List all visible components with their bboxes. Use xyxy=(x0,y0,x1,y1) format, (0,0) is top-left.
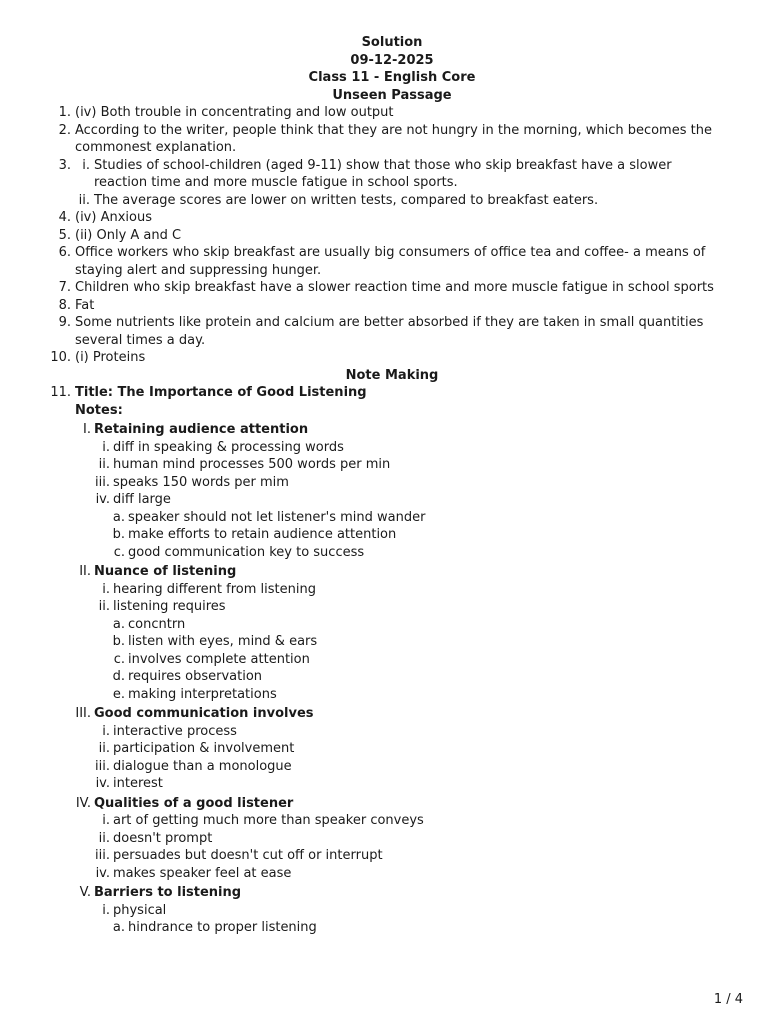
notes-section-heading xyxy=(0,563,768,581)
section-heading-text: Qualities of a good listener xyxy=(94,795,294,811)
point-text: participation & involvement xyxy=(113,741,295,756)
answer-item xyxy=(0,314,768,349)
point-numeral: i. xyxy=(102,902,110,918)
notes-section-heading xyxy=(0,795,768,813)
point-numeral: i. xyxy=(102,723,110,739)
notes-subpoint xyxy=(0,919,768,937)
sub-answer-item xyxy=(0,192,738,210)
answer-number: 3. xyxy=(58,157,71,173)
point-text: hearing different from listening xyxy=(113,581,316,597)
answer-item xyxy=(0,227,768,245)
notes-point xyxy=(0,758,768,776)
answer-text: (iv) Anxious xyxy=(75,210,152,225)
notes-label-row xyxy=(0,402,768,420)
point-numeral: iii. xyxy=(95,474,110,490)
subpoint-letter: c. xyxy=(113,651,125,667)
page-indicator: 1 / 4 xyxy=(713,992,743,1007)
answer-item xyxy=(0,104,768,122)
point-numeral: iv. xyxy=(95,865,110,881)
answers-list xyxy=(0,104,768,367)
point-text: doesn't prompt xyxy=(113,830,213,846)
answer-text: (ii) Only A and C xyxy=(75,227,182,243)
answer-number: 6. xyxy=(58,245,71,260)
answer-item xyxy=(0,244,768,279)
notes-point xyxy=(0,439,768,457)
notes-subpoint xyxy=(0,616,768,634)
notes-subpoint xyxy=(0,651,768,669)
notes-subpoint xyxy=(0,544,768,562)
answer-item xyxy=(0,209,768,227)
subpoint-letter: e. xyxy=(112,686,125,702)
answer-number: 2. xyxy=(58,122,71,138)
point-text: dialogue than a monologue xyxy=(113,758,292,774)
notes-point xyxy=(0,581,768,599)
notes-outline xyxy=(0,421,768,937)
notes-subpoint xyxy=(0,633,768,651)
sub-answer-text: Studies of school-children (aged 9-11) show that those who skip breakfast have a slower reaction time and more muscle fatigue in school sports. xyxy=(94,157,672,190)
subpoint-text: listen with eyes, mind & ears xyxy=(128,634,318,649)
notes-point xyxy=(0,491,768,509)
point-text: interest xyxy=(113,776,163,791)
answer-text: (i) Proteins xyxy=(75,350,146,365)
point-text: physical xyxy=(113,902,167,918)
subpoint-letter: a. xyxy=(112,920,125,935)
notes-subpoint xyxy=(0,686,768,704)
answer-number: 5. xyxy=(58,227,71,243)
sub-answer-number: i. xyxy=(82,157,90,173)
point-text: listening requires xyxy=(113,599,226,614)
notes-subpoint xyxy=(0,668,768,686)
point-numeral: iv. xyxy=(95,776,110,791)
notes-point xyxy=(0,456,768,474)
subpoint-text: making interpretations xyxy=(128,686,277,702)
point-text: makes speaker feel at ease xyxy=(113,865,292,881)
answer-item xyxy=(0,349,768,367)
point-numeral: iii. xyxy=(95,848,110,863)
section-numeral: V. xyxy=(79,885,91,900)
section-heading-text: Good communication involves xyxy=(94,706,314,721)
notes-point xyxy=(0,812,768,830)
section-numeral: IV. xyxy=(75,795,91,811)
notes-point xyxy=(0,902,768,920)
subpoint-text: speaker should not let listener's mind wander xyxy=(128,509,426,525)
subpoint-letter: a. xyxy=(112,616,125,632)
subpoint-text: make efforts to retain audience attention xyxy=(128,527,397,542)
subpoint-letter: b. xyxy=(112,634,125,649)
point-text: diff large xyxy=(113,492,171,507)
notes-point xyxy=(0,474,768,492)
subpoint-letter: a. xyxy=(112,509,125,525)
section-numeral: II. xyxy=(79,564,91,579)
subpoint-text: hindrance to proper listening xyxy=(128,920,317,935)
sub-answer-item xyxy=(0,157,738,192)
q11-title-row xyxy=(0,384,768,402)
point-numeral: i. xyxy=(102,813,110,828)
section-heading-text: Nuance of listening xyxy=(94,564,237,579)
doc-date: 09-12-2025 xyxy=(350,52,434,68)
section-heading-unseen-passage: Unseen Passage xyxy=(332,87,452,103)
notes-subpoint xyxy=(0,509,768,527)
sub-answer-number: ii. xyxy=(78,192,90,208)
notes-section-heading xyxy=(0,884,768,902)
answer-number: 1. xyxy=(58,105,71,120)
notes-point xyxy=(0,865,768,883)
subpoint-letter: d. xyxy=(112,669,125,684)
sub-answer-text: The average scores are lower on written tests, compared to breakfast eaters. xyxy=(94,192,599,208)
point-numeral: iii. xyxy=(95,758,110,774)
answer-text: According to the writer, people think that they are not hungry in the morning, which becomes the commonest explanation. xyxy=(75,122,712,155)
section-heading-note-making: Note Making xyxy=(345,367,439,383)
q11-number: 11. xyxy=(50,385,71,400)
point-text: diff in speaking & processing words xyxy=(113,439,344,455)
doc-title: Solution xyxy=(361,35,423,50)
subpoint-text: involves complete attention xyxy=(128,651,310,667)
subpoint-letter: b. xyxy=(112,527,125,542)
subpoint-letter: c. xyxy=(113,544,125,560)
section-numeral: I. xyxy=(83,422,91,437)
subpoint-text: good communication key to success xyxy=(128,544,365,560)
answer-number: 8. xyxy=(58,297,71,313)
point-text: art of getting much more than speaker conveys xyxy=(113,813,424,828)
point-numeral: ii. xyxy=(98,830,110,846)
answer-number: 10. xyxy=(50,350,71,365)
notes-label: Notes: xyxy=(75,402,123,418)
answer-item xyxy=(0,297,768,315)
notes-point xyxy=(0,847,768,865)
answer-item xyxy=(0,279,768,297)
subpoint-text: concntrn xyxy=(128,616,186,632)
point-numeral: ii. xyxy=(98,741,110,756)
point-numeral: i. xyxy=(102,439,110,455)
answer-number: 9. xyxy=(58,315,71,330)
answer-item xyxy=(0,122,768,157)
point-text: speaks 150 words per mim xyxy=(113,474,289,490)
notes-point xyxy=(0,723,768,741)
answer-text: Some nutrients like protein and calcium are better absorbed if they are taken in small quantities several times a day. xyxy=(75,315,704,348)
answer-text: Office workers who skip breakfast are usually big consumers of office tea and coffee- a means of staying alert and suppressing hunger. xyxy=(75,245,706,278)
notes-title: Title: The Importance of Good Listening xyxy=(75,385,367,400)
notes-point xyxy=(0,598,768,616)
point-text: persuades but doesn't cut off or interrupt xyxy=(113,848,383,863)
subpoint-text: requires observation xyxy=(128,669,263,684)
doc-class-line: Class 11 - English Core xyxy=(308,70,476,85)
section-heading-text: Barriers to listening xyxy=(94,885,242,900)
notes-section-heading xyxy=(0,705,768,723)
q11-block xyxy=(0,384,768,937)
answer-text: (iv) Both trouble in concentrating and low output xyxy=(75,105,394,120)
notes-point xyxy=(0,775,768,793)
point-text: interactive process xyxy=(113,723,237,739)
section-heading-text: Retaining audience attention xyxy=(94,422,309,437)
answer-text: Children who skip breakfast have a slower reaction time and more muscle fatigue in school sports xyxy=(75,280,714,295)
notes-section-heading xyxy=(0,421,768,439)
notes-point xyxy=(0,830,768,848)
section-numeral: III. xyxy=(75,706,91,721)
notes-subpoint xyxy=(0,526,768,544)
answer-number: 4. xyxy=(58,210,71,225)
point-numeral: i. xyxy=(102,581,110,597)
point-numeral: ii. xyxy=(98,599,110,614)
answer-number: 7. xyxy=(58,280,71,295)
answer-item xyxy=(0,157,768,210)
notes-point xyxy=(0,740,768,758)
answer-text: Fat xyxy=(75,297,95,313)
point-numeral: ii. xyxy=(98,457,110,472)
document-page xyxy=(0,34,768,937)
point-numeral: iv. xyxy=(95,492,110,507)
point-text: human mind processes 500 words per min xyxy=(113,457,391,472)
